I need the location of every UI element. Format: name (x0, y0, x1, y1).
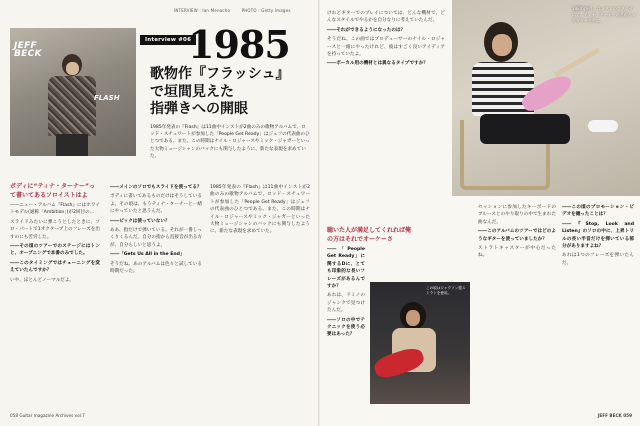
folio-right: JEFF BECK 059 (597, 413, 632, 418)
photo-1-caption: 1984年9月、ロンドンのスタジオにて。ティナ・ターナーの名が入ったギターを手に。 (572, 6, 636, 23)
paragraph: 1985年発表の『Flash』は11曲中インストが2曲のみの歌物アルバムで、ロッド・スチュワートが参加した「People Get Ready」はジェフの代表曲のひとつである。また、この時期はナイル・ロジャースやミック・ジャガーといった大物ミュージシャンのバックにも関与したように、新たな表現を求めていた。 (210, 185, 310, 235)
question: ――それができるようになったのは？ (327, 27, 406, 33)
left-column-1 (10, 202, 100, 402)
folio-left: 058 Guitar magazine Archives vol.7 (10, 413, 85, 418)
paragraph: ああ、指だけで弾いている。それが一番しっくりくるんだ。自分の指から直接音が出る方が、自分らしいと思うよ。 (110, 228, 202, 248)
question: ――「Gets Us All in the End」 (110, 252, 185, 258)
right-column-3 (478, 204, 556, 402)
interview-tag: Interview #06 (140, 35, 196, 45)
album-cover (10, 28, 136, 156)
section-heading-2: 聴いた人が満足してくれれば俺の方はそれでオーケーさ (327, 227, 412, 243)
question: ――『Stop, Look and Listen』のソロの中に、上昇トリルの長い半音だけを弾いている部分がありますよね？ (562, 221, 634, 250)
guitarist-photo-1 (452, 0, 640, 196)
photo-2-caption: この頃はジャクソン製ストラトを使用。 (426, 286, 466, 296)
question: ――メインのソロでもスライドを使ってる？ (110, 185, 202, 190)
question: ――その頃のツアーでのステージにはトンと、オープニングで本番のみでした。 (10, 244, 100, 257)
right-column-4 (562, 204, 634, 402)
question: ――このタイミングではチューニングを変えていたんですか？ (10, 260, 100, 274)
paragraph: けれどギターでのプレイについては、どんな機材で、どんなスタイルでやるかを自分なりに考えていたんだ。 (327, 11, 445, 24)
cover-artist: JEFF BECK (14, 41, 42, 59)
left-column-2 (110, 184, 202, 402)
headline-line-2: で垣間見えた (150, 83, 234, 100)
cover-figure (44, 54, 100, 156)
paragraph: スライドみたいに弾こうとしたときに、ソロ・パートで1オクターブ上のフレーズを出すのにも苦労した。 (10, 219, 100, 240)
paragraph: あれは、ドミノのジャンクで見つけたんだ。 (327, 293, 365, 314)
credits (174, 8, 301, 13)
section-heading-1: ボディに“ティナ・ターナー”って書いてあるソロイストはよ (10, 183, 95, 199)
right-column-1 (327, 10, 445, 222)
paragraph: ボディに書いてあるものだけはそうしているよ。その頃は、もうティナ・ターナーと一緒にやっていたと思うんだ。 (110, 194, 202, 215)
interview-credit: INTERVIEW : Ian Menacho (174, 8, 231, 13)
headline-line-3: 指弾きへの開眼 (150, 101, 248, 117)
left-column-3 (210, 184, 310, 402)
right-column-2 (327, 246, 365, 402)
paragraph: そうだね。あのアルバムは色々と試している時期だった。 (110, 261, 202, 275)
headline-line-1: 歌物作『フラッシュ』 (150, 66, 290, 82)
paragraph: セッションに参加したキーボードのブルースとのやり取りの中で生まれた曲なんだ。 (478, 205, 556, 225)
paragraph: ストラトキャスターが中心だったね。 (478, 246, 556, 259)
year-title: 1985 (188, 22, 290, 67)
paragraph: ――ニュー・アルバム『Flash』にはホワイトモデル(通称「Ambition」)が2回目の… (10, 203, 100, 216)
lead-paragraph: 1985年発表の『Flash』は11曲中インストが2曲のみの歌物アルバムで、ロッド・スチュワートが参加した「People Get Ready」はジェフの代表曲のひとつである。また、この時期はナイル・ロジャースやミック・ジャガーといった大物ミュージシャンのバックにも関与したように、新たな表現を求めていた。 (150, 125, 310, 159)
question: ――「People Get Ready」に関するDに、とても印象的な長いフレーズがあるんですか？ (327, 247, 365, 290)
headline (150, 66, 310, 119)
guitarist-photo-2 (370, 282, 470, 404)
question: ――ピックは使っていない？ (110, 218, 170, 224)
question: ――ボーカル用の機材とは異なるタイプですか？ (327, 61, 428, 67)
question: ――ソロの中でテクニックを使う必要はあった？ (327, 317, 365, 338)
paragraph: あれは1つのフレーズを弾いたんだ。 (562, 253, 634, 266)
cover-title: FLASH (94, 94, 120, 102)
photo-credit: PHOTO : Getty Images (241, 8, 291, 13)
paragraph: いや、ほとんどノーマルだよ。 (10, 277, 75, 283)
question: ――このアルバムのツアーではどのようなギターを使っていましたか？ (478, 229, 556, 242)
question: ――この頃のプロモーション・ビデオを撮ったことは？ (562, 205, 634, 218)
paragraph: そうだね、この曲ではプロデューサーのナイル・ロジャースと一緒にやったけれど、彼はすごく良いアイディアを持っていたよ。 (327, 37, 445, 58)
